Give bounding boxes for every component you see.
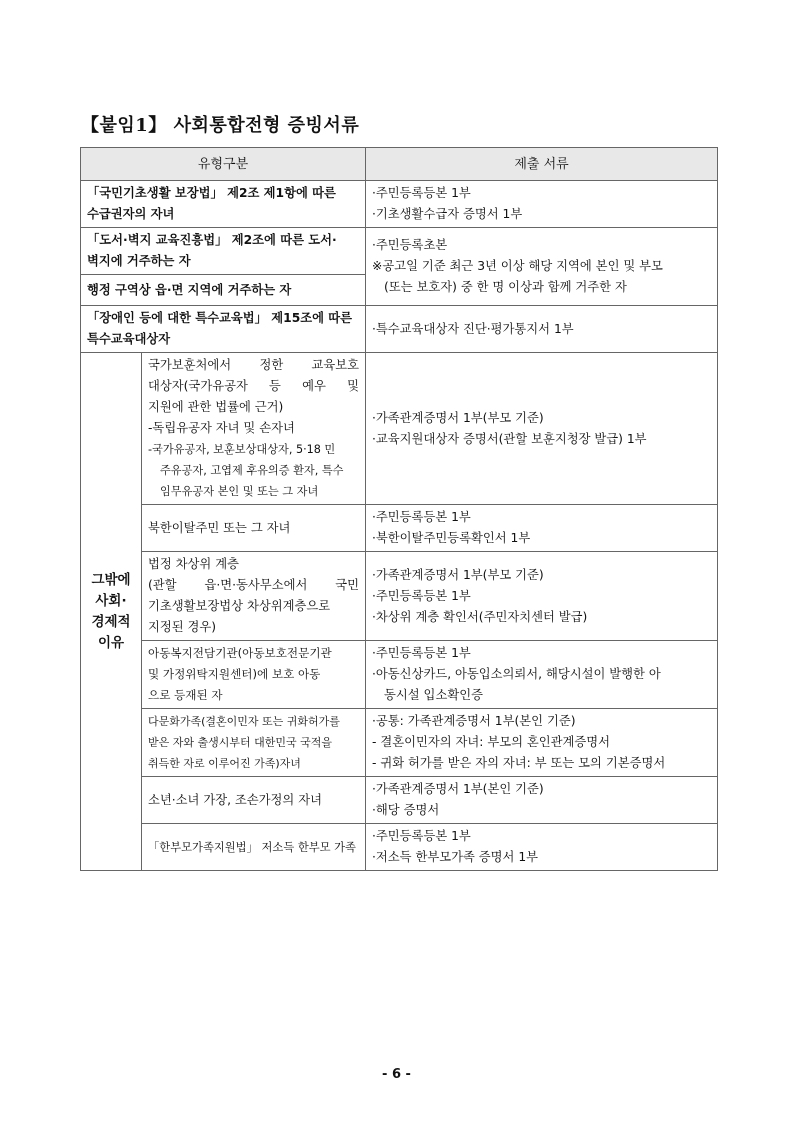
- cell-line: ·주민등록등본 1부: [372, 186, 471, 200]
- cell-line: 취득한 자로 이루어진 가족)자녀: [148, 757, 301, 770]
- cell-line: 지정된 경우): [148, 620, 217, 634]
- table-row: [81, 353, 718, 505]
- cell-line: 벽지에 거주하는 자: [87, 254, 191, 268]
- cell-line: ·주민등록등본 1부: [372, 510, 471, 524]
- cell-line: ·공통: 가족관계증명서 1부(본인 기준): [372, 714, 576, 728]
- group-label-line: 이유: [97, 634, 125, 651]
- table-header-row: [81, 148, 718, 181]
- cell-line: -국가유공자, 보훈보상대상자, 5·18 민: [148, 443, 336, 456]
- cell-line: 기초생활보장법상 차상위계층으로: [148, 599, 331, 613]
- cell-line: 대상자(국가유공자 등 예우 및: [148, 379, 360, 393]
- cell-line: 임무유공자 본인 및 또는 그 자녀: [160, 485, 319, 498]
- subtype-cell: [142, 641, 366, 709]
- page-title: 【붙임1】 사회통합전형 증빙서류: [81, 115, 360, 136]
- cell-line: - 귀화 허가를 받은 자의 자녀: 부 또는 모의 기본증명서: [372, 756, 666, 770]
- docs-cell: [366, 306, 718, 353]
- cell-line: ·아동신상카드, 아동입소의뢰서, 해당시설이 발행한 아: [372, 667, 661, 681]
- header-type: 유형구분: [81, 148, 366, 181]
- cell-line: -독립유공자 자녀 및 손자녀: [148, 421, 295, 435]
- cell-line: (관할 읍·면·동사무소에서 국민: [148, 578, 360, 592]
- type-cell: [81, 228, 366, 275]
- type-cell: 행정 구역상 읍·면 지역에 거주하는 자: [81, 275, 366, 306]
- cell-line: 다문화가족(결혼이민자 또는 귀화허가를: [148, 715, 340, 728]
- cell-line: 동시설 입소확인증: [384, 688, 483, 702]
- cell-line: 받은 자와 출생시부터 대한민국 국적을: [148, 736, 333, 749]
- cell-line: 법정 차상위 계층: [148, 557, 239, 571]
- cell-line: ·차상위 계층 확인서(주민자치센터 발급): [372, 609, 588, 624]
- cell-line: ·해당 증명서: [372, 803, 440, 817]
- cell-line: ·주민등록등본 1부: [372, 646, 471, 660]
- cell-line: - 결혼이민자의 자녀: 부모의 혼인관계증명서: [372, 735, 611, 749]
- cell-line: 「한부모가족지원법」 저소득 한부모 가족: [148, 840, 356, 854]
- docs-cell: [366, 228, 718, 306]
- subtype-cell: [142, 777, 366, 824]
- cell-line: 「도서·벽지 교육진흥법」 제2조에 따른 도서·: [87, 233, 337, 247]
- group-label-cell: [81, 353, 142, 871]
- docs-cell: [366, 181, 718, 228]
- subtype-cell: [142, 824, 366, 871]
- cell-line: ·주민등록등본 1부: [372, 588, 471, 603]
- page-number: - 6 -: [382, 1067, 411, 1082]
- docs-cell: [366, 552, 718, 641]
- cell-line: 지원에 관한 법률에 근거): [148, 400, 284, 414]
- subtype-cell: [142, 709, 366, 777]
- cell-line: 특수교육대상자: [87, 332, 171, 346]
- subtype-cell: [142, 505, 366, 552]
- cell-line: 소년·소녀 가장, 조손가정의 자녀: [148, 792, 322, 807]
- cell-line: ·저소득 한부모가족 증명서 1부: [372, 850, 539, 864]
- cell-line: ·교육지원대상자 증명서(관할 보훈지청장 발급) 1부: [372, 431, 647, 446]
- group-label-line: 경제적: [91, 613, 131, 630]
- table-row: [81, 824, 718, 871]
- cell-line: 「장애인 등에 대한 특수교육법」 제15조에 따른: [87, 311, 353, 325]
- subtype-cell: [142, 552, 366, 641]
- cell-line: ·특수교육대상자 진단·평가통지서 1부: [372, 321, 574, 336]
- cell-line: 및 가정위탁지원센터)에 보호 아동: [148, 667, 321, 681]
- cell-line: 「국민기초생활 보장법」 제2조 제1항에 따른: [87, 186, 336, 200]
- cell-line: ·가족관계증명서 1부(본인 기준): [372, 782, 544, 796]
- cell-line: 아동복지전담기관(아동보호전문기관: [148, 646, 332, 660]
- docs-cell: [366, 824, 718, 871]
- table-row: [81, 552, 718, 641]
- table-row: [81, 181, 718, 228]
- table-row: [81, 306, 718, 353]
- cell-line: 수급권자의 자녀: [87, 207, 175, 221]
- docs-cell: [366, 353, 718, 505]
- docs-cell: [366, 777, 718, 824]
- docs-cell: [366, 709, 718, 777]
- cell-line: 국가보훈처에서 정한 교육보호: [148, 358, 360, 372]
- type-cell: [81, 306, 366, 353]
- cell-line: 주유공자, 고엽제 후유의증 환자, 특수: [160, 464, 344, 477]
- table-row: [81, 709, 718, 777]
- document-table: [80, 147, 718, 871]
- cell-line: ·기초생활수급자 증명서 1부: [372, 207, 523, 221]
- table-row: [81, 777, 718, 824]
- cell-line: ·가족관계증명서 1부(부모 기준): [372, 410, 544, 425]
- cell-line: ※공고일 기준 최근 3년 이상 해당 지역에 본인 및 부모: [372, 259, 663, 273]
- type-cell: [81, 181, 366, 228]
- group-label-line: 그밖에: [91, 571, 131, 588]
- cell-line: (또는 보호자) 중 한 명 이상과 함께 거주한 자: [384, 280, 627, 294]
- cell-line: 으로 등재된 자: [148, 688, 223, 702]
- header-docs: 제출 서류: [366, 148, 718, 181]
- docs-cell: [366, 505, 718, 552]
- cell-line: ·주민등록초본: [372, 238, 448, 252]
- cell-line: ·주민등록등본 1부: [372, 829, 471, 843]
- subtype-cell: [142, 353, 366, 505]
- table-row: [81, 641, 718, 709]
- table-row: [81, 505, 718, 552]
- cell-line: ·북한이탈주민등록확인서 1부: [372, 531, 531, 545]
- group-label-line: 사회·: [95, 592, 127, 609]
- cell-line: ·가족관계증명서 1부(부모 기준): [372, 567, 544, 582]
- docs-cell: [366, 641, 718, 709]
- cell-line: 북한이탈주민 또는 그 자녀: [148, 520, 291, 535]
- table-row: [81, 228, 718, 275]
